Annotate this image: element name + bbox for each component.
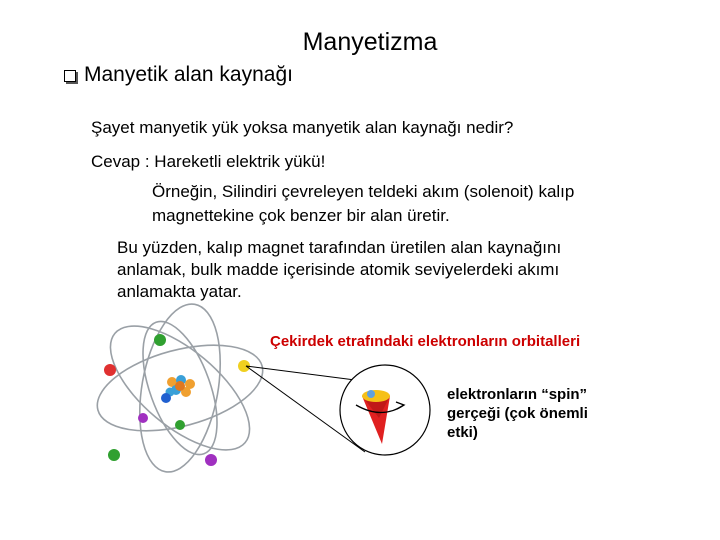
paragraph-line: Bu yüzden, kalıp magnet tarafından üretilen alan kaynağını (117, 238, 562, 257)
electron-icons (104, 334, 250, 466)
paragraph-line: anlamakta yatar. (117, 282, 242, 301)
orbitals-caption: Çekirdek etrafındaki elektronların orbitalleri (270, 333, 581, 350)
spin-caption (447, 385, 647, 442)
question-text: Şayet manyetik yük yoksa manyetik alan kaynağı nedir? (91, 118, 514, 137)
example-line: magnettekine çok benzer bir alan üretir. (152, 206, 450, 225)
spin-caption-line: etki) (447, 424, 478, 441)
answer-text: Cevap : Hareketli elektrik yükü! (91, 152, 326, 171)
spin-caption-line: gerçeği (çok önemli (447, 405, 588, 422)
paragraph-line: anlamak, bulk madde içerisinde atomik seviyelerdeki akımı (117, 260, 560, 279)
example-line: Örneğin, Silindiri çevreleyen teldeki akım (solenoit) kalıp (152, 182, 575, 201)
slide-title: Manyetizma (302, 28, 438, 56)
section-heading: Manyetik alan kaynağı (84, 63, 293, 86)
nucleus-icon (166, 375, 196, 397)
spin-caption-line: elektronların “spin” (447, 386, 588, 403)
